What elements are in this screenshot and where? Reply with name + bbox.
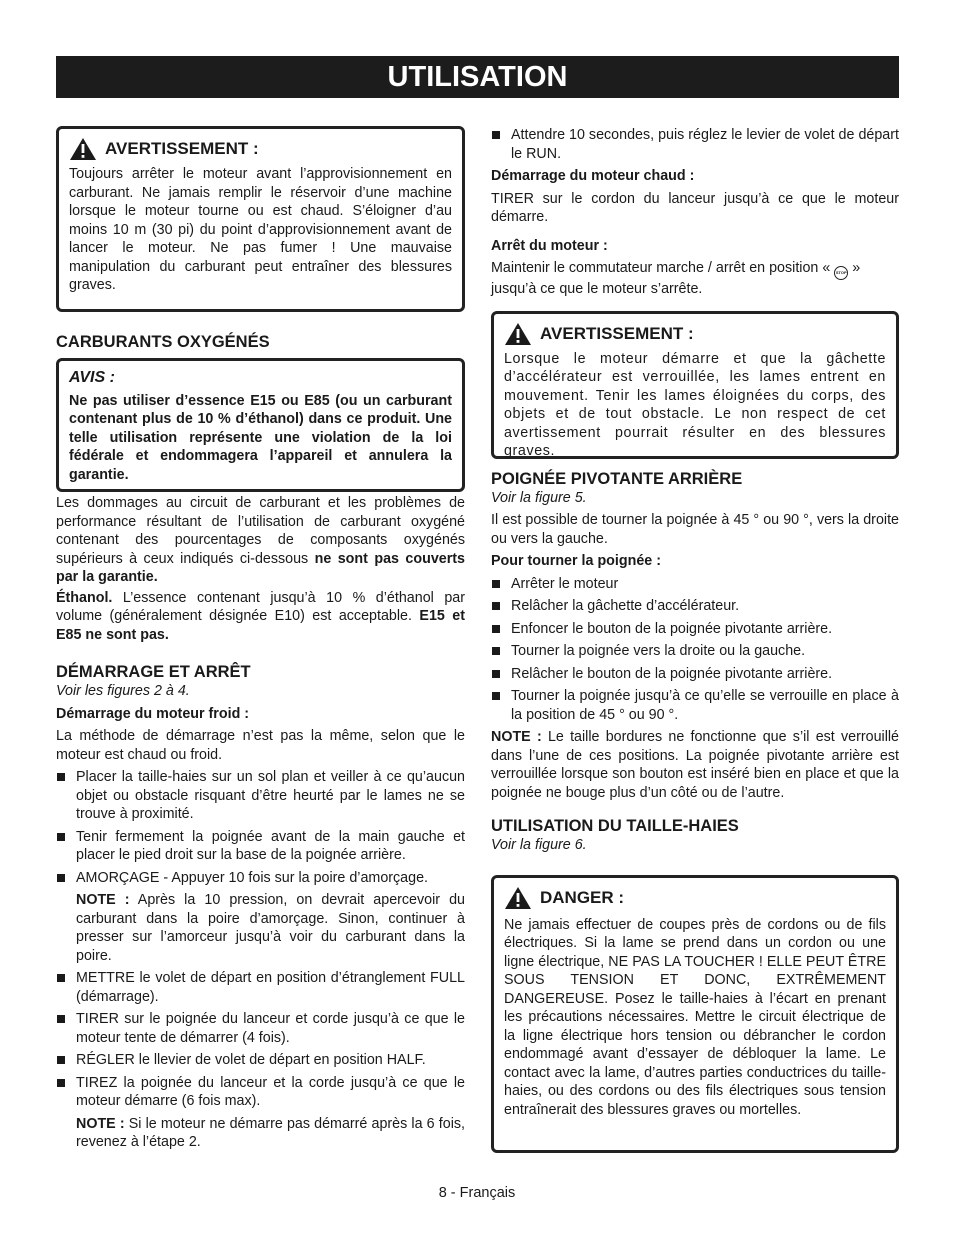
page-footer: 8 - Français <box>438 1185 516 1201</box>
list-item: TIREZ la poignée du lanceur et la corde jusqu’à ce que le moteur démarre (6 fois max). <box>56 1074 465 1111</box>
ethanol-paragraph <box>56 589 465 645</box>
engine-stop-text-b: » jusqu’à ce que le moteur s’arrête. <box>491 260 861 297</box>
ethanol-bold-text: E15 et E85 ne sont pas. <box>56 608 466 643</box>
warning-box-blades <box>491 311 899 459</box>
note-primer <box>56 891 465 965</box>
list-item: Tenir fermement la poignée avant de la main gauche et placer le pied droit sur la base de la poignée arrière. <box>56 828 465 865</box>
section-heading-oxygenated-fuels: CARBURANTS OXYGÉNÉS <box>56 333 270 351</box>
note-text: Après la 10 pression, on devrait apercevoir du carburant dans la poire d’amorçage. Sinon, continuer à presser sur l’amorceur jusqu’à voir du carburant dans la poire. <box>76 892 465 964</box>
oxygenated-bold-text: ne sont pas couverts par la garantie. <box>56 550 465 585</box>
warning-triangle-icon <box>504 322 532 346</box>
section-heading-start-stop: DÉMARRAGE ET ARRÊT <box>56 663 251 681</box>
turn-handle-label: Pour tourner la poignée : <box>491 553 661 569</box>
right-column <box>491 126 899 1153</box>
notice-text: Ne pas utiliser d’essence E15 ou E85 (ou un carburant contenant plus de 10 % d’éthanol) dans ce produit. Une telle utilisation représente une violation de la loi fédérale et endommagera l’appareil et annulera la garantie. <box>69 392 452 483</box>
stop-icon: STOP <box>834 266 848 280</box>
page-title: UTILISATION <box>56 56 899 98</box>
warning-title <box>504 322 886 346</box>
danger-box <box>491 875 899 1153</box>
section-heading-rear-handle: POIGNÉE PIVOTANTE ARRIÈRE <box>491 469 743 488</box>
list-item: Tourner la poignée jusqu’à ce qu’elle se verrouille en place à la position de 45 ° ou 90 °. <box>491 687 899 724</box>
warning-triangle-icon <box>69 137 97 161</box>
warning-title-text: AVERTISSEMENT : <box>540 323 694 343</box>
note-label: NOTE : <box>76 892 130 908</box>
warning-text: Toujours arrêter le moteur avant l’approvisionnement en carburant. Ne jamais remplir le réservoir d’une machine lorsque le moteur tourne ou est chaud. S’éloigner d’au moins 10 m (30 pi) du point d’approvisionnement avant de lancer le moteur. Ne pas fumer ! Une mauvaise manipulation du carburant peut entraîner des blessures graves. <box>69 166 452 293</box>
warning-title <box>69 137 452 161</box>
list-item: AMORÇAGE - Appuyer 10 fois sur la poire d’amorçage. <box>56 869 465 888</box>
warning-box-fuel <box>56 126 465 312</box>
list-item: RÉGLER le llevier de volet de départ en position HALF. <box>56 1051 465 1070</box>
list-item: METTRE le volet de départ en position d’étranglement FULL (démarrage). <box>56 969 465 1006</box>
cold-start-label: Démarrage du moteur froid : <box>56 705 250 722</box>
danger-text: Ne jamais effectuer de coupes près de cordons ou de fils électriques. Si la lame se prend dans un cordon ou une ligne électrique, NE PAS LA TOUCHER ! ELLE PEUT ÊTRE SOUS TENSION ET DONC, EXTRÊMEMENT DANGEREUSE. Posez le taille-haies à l’écart en prenant les précautions nécessaires. Mettre le circuit électrique de la ligne électrique hors tension ou débrancher le cordon endommagé avant d’essayer de débloquer la lame. Le contact avec la lame, d’autres parties conductrices du taille-haies, ou des cordons ou des fils électriques sous tension entraînerait des blessures graves ou mortelles. <box>504 916 886 1118</box>
figure-reference: Voir les figures 2 à 4. <box>56 683 190 699</box>
danger-title-text: DANGER : <box>540 887 625 907</box>
list-item: Relâcher la gâchette d’accélérateur. <box>491 597 899 616</box>
engine-stop-text <box>491 259 899 299</box>
list-item: Attendre 10 secondes, puis réglez le levier de volet de départ le RUN. <box>491 126 899 163</box>
turn-handle-steps <box>491 575 899 725</box>
note-restart <box>56 1115 465 1152</box>
wait-step <box>491 126 899 163</box>
handle-text: Il est possible de tourner la poignée à 45 ° ou 90 °, vers la droite ou vers la gauche. <box>491 512 899 547</box>
left-column <box>56 126 465 1152</box>
cold-start-steps <box>56 768 465 887</box>
notice-title: AVIS : <box>69 369 115 386</box>
handle-note <box>491 728 899 802</box>
figure-reference: Voir la figure 6. <box>491 837 587 853</box>
oxygenated-text: Les dommages au circuit de carburant et les problèmes de performance résultant de l’utilisation de carburant oxygéné contenant des pourcentages de composants oxygénés supérieurs à ceux indiqués ci-dessous <box>56 495 465 567</box>
warning-text: Lorsque le moteur démarre et que la gâchette d’accélérateur est verrouillée, les lames entrent en mouvement. Tenir les lames éloignées du corps, des objets et de tout obstacle. Le non respect de cet avertissement pourrait résulter en des blessures graves. <box>504 350 886 459</box>
list-item: Relâcher le bouton de la poignée pivotante arrière. <box>491 665 899 684</box>
list-item: Arrêter le moteur <box>491 575 899 594</box>
engine-stop-label: Arrêt du moteur : <box>491 237 608 254</box>
hot-start-text: TIRER sur le cordon du lanceur jusqu’à ce que le moteur démarre. <box>491 190 899 225</box>
hot-start-label: Démarrage du moteur chaud : <box>491 168 695 184</box>
cold-start-steps-continued <box>56 969 465 1111</box>
danger-title <box>504 886 886 910</box>
notice-box <box>56 358 465 492</box>
warning-triangle-icon <box>504 886 532 910</box>
cold-start-intro: La méthode de démarrage n’est pas la même, selon que le moteur est chaud ou froid. <box>56 728 465 763</box>
note-text: Le taille bordures ne fonctionne que s’il est verrouillé dans l’une de ces positions. La poignée pivotante arrière est verrouillée lorsque son bouton est inséré bien en place et que la poignée ne bouge plus d’un côté ou de l’autre. <box>491 729 900 801</box>
list-item: TIRER sur le poignée du lanceur et corde jusqu’à ce que le moteur tente de démarrer (4 fois). <box>56 1010 465 1047</box>
ethanol-text: L’essence contenant jusqu’à 10 % d’éthanol par volume (généralement désignée E10) est acceptable. <box>56 589 465 624</box>
note-label: NOTE : <box>76 1115 125 1132</box>
list-item: Enfoncer le bouton de la poignée pivotante arrière. <box>491 620 899 639</box>
engine-stop-text-a: Maintenir le commutateur marche / arrêt en position « <box>491 260 835 276</box>
warning-title-text: AVERTISSEMENT : <box>105 139 259 158</box>
note-text: Si le moteur ne démarre pas démarré après la 6 fois, revenez à l’étape 2. <box>76 1115 465 1150</box>
figure-reference: Voir la figure 5. <box>491 489 587 506</box>
section-heading-hedge-trimmer-use: UTILISATION DU TAILLE-HAIES <box>491 817 739 835</box>
list-item: Placer la taille-haies sur un sol plan et veiller à ce qu’aucun objet ou obstacle risquant d’être heurté par le lames ne se trouve à proximité. <box>56 768 465 824</box>
oxygenated-paragraph <box>56 494 465 587</box>
ethanol-label: Éthanol. <box>56 589 113 606</box>
note-label: NOTE : <box>491 729 542 745</box>
list-item: Tourner la poignée vers la droite ou la gauche. <box>491 642 899 661</box>
